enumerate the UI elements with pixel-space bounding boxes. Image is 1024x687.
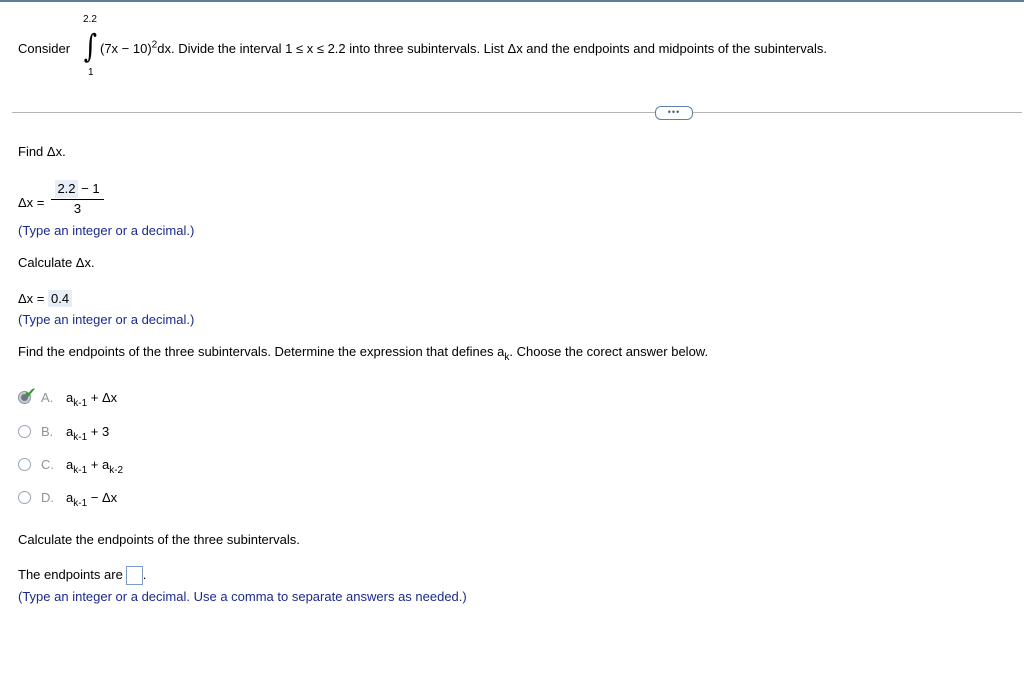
step1-fraction bbox=[51, 180, 104, 216]
term-sub: k-1 bbox=[73, 498, 88, 509]
term-sub: k-1 bbox=[73, 432, 88, 443]
step4-hint: (Type an integer or a decimal. Use a comma to separate answers as needed.) bbox=[18, 589, 467, 604]
step4-answer-post: . bbox=[142, 566, 147, 582]
integrand-base: (7x − 10) bbox=[100, 41, 152, 56]
option-letter: A. bbox=[41, 390, 54, 405]
endpoints-input[interactable] bbox=[126, 566, 143, 585]
step3-prompt-post: . Choose the corect answer below. bbox=[509, 344, 709, 359]
step2-hint: (Type an integer or a decimal.) bbox=[18, 312, 195, 327]
option-expression bbox=[66, 424, 110, 443]
term-op: + bbox=[87, 457, 102, 472]
term-op: + 3 bbox=[87, 424, 110, 439]
term-sub: k-1 bbox=[73, 398, 88, 409]
top-border bbox=[0, 0, 1024, 2]
option-expression bbox=[66, 390, 118, 409]
option-letter: B. bbox=[41, 424, 54, 439]
step1-hint: (Type an integer or a decimal.) bbox=[18, 223, 195, 238]
step2-prompt: Calculate Δx. bbox=[18, 255, 95, 270]
fraction-denominator: 3 bbox=[73, 201, 82, 216]
section-divider bbox=[12, 112, 1022, 113]
radio-icon[interactable] bbox=[18, 458, 31, 471]
step4-answer-line bbox=[18, 566, 146, 585]
integral-lower-limit: 1 bbox=[88, 67, 94, 78]
fraction-numerator bbox=[51, 180, 104, 198]
term-sub: k-1 bbox=[73, 465, 88, 476]
radio-icon[interactable] bbox=[18, 491, 31, 504]
problem-rest: dx. Divide the interval 1 ≤ x ≤ 2.2 into three subintervals. List Δx and the endpoints and midpoints of the subintervals. bbox=[157, 41, 827, 56]
term-a: a bbox=[66, 424, 74, 439]
step3-prompt bbox=[18, 344, 709, 363]
option-expression bbox=[66, 490, 118, 509]
integral-upper-limit: 2.2 bbox=[83, 14, 97, 25]
fraction-bar bbox=[51, 199, 104, 200]
radio-icon[interactable] bbox=[18, 425, 31, 438]
step1-prompt: Find Δx. bbox=[18, 144, 66, 159]
term-op: + Δx bbox=[87, 390, 118, 405]
problem-statement bbox=[100, 41, 827, 56]
option-expression bbox=[66, 457, 124, 476]
option-letter: C. bbox=[41, 457, 54, 472]
step3-prompt-pre: Find the endpoints of the three subintervals. Determine the expression that defines a bbox=[18, 344, 505, 359]
step2-delta-lhs: Δx = bbox=[18, 291, 45, 306]
numerator-rest: − 1 bbox=[77, 181, 100, 196]
checkmark-icon: ✔ bbox=[24, 384, 37, 402]
more-button[interactable]: ••• bbox=[655, 106, 693, 120]
step3-prompt-sub: k bbox=[504, 352, 510, 363]
consider-label: Consider bbox=[18, 41, 71, 56]
term-a2: a bbox=[101, 457, 110, 472]
term-op: − Δx bbox=[87, 490, 118, 505]
option-letter: D. bbox=[41, 490, 54, 505]
term-sub2: k-2 bbox=[109, 465, 124, 476]
step2-answer-line bbox=[18, 290, 72, 307]
step4-prompt: Calculate the endpoints of the three subintervals. bbox=[18, 532, 300, 547]
integral-sign: ∫ bbox=[83, 27, 98, 65]
numerator-answer: 2.2 bbox=[57, 181, 76, 196]
term-a: a bbox=[66, 490, 74, 505]
term-a: a bbox=[66, 390, 74, 405]
step1-delta-lhs: Δx = bbox=[18, 195, 45, 210]
integrand-exponent: 2 bbox=[151, 39, 158, 51]
term-a: a bbox=[66, 457, 74, 472]
step4-answer-pre: The endpoints are bbox=[18, 566, 123, 582]
step2-answer: 0.4 bbox=[48, 290, 72, 307]
